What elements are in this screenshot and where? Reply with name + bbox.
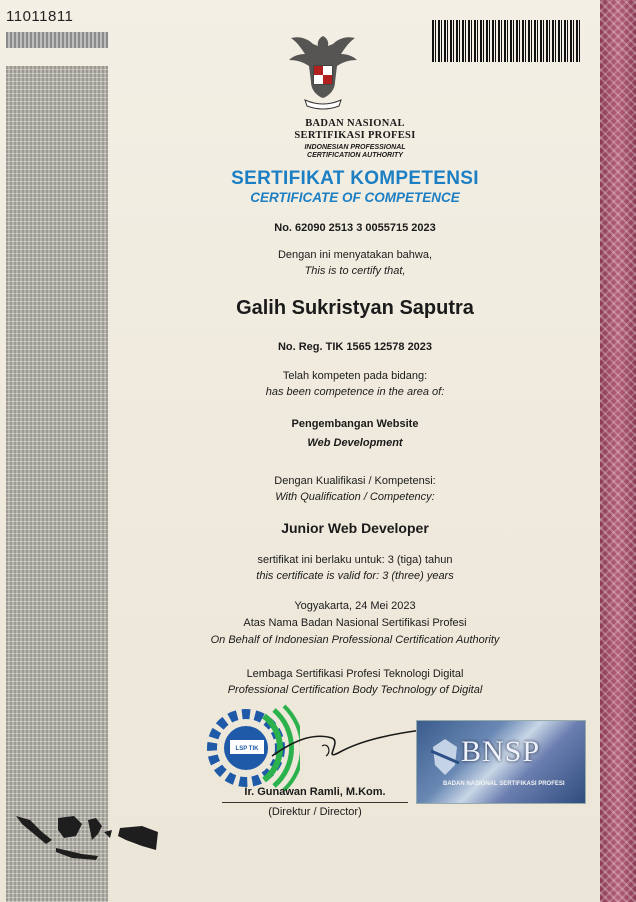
garuda-emblem-icon — [283, 28, 363, 114]
bnsp-hologram — [416, 720, 586, 804]
indonesia-map-icon — [12, 810, 162, 872]
certification-body-id: Lembaga Sertifikasi Profesi Teknologi Digital — [246, 668, 464, 680]
declare-id: Dengan ini menyatakan bahwa, — [277, 249, 433, 261]
qualification-label-id: Dengan Kualifikasi / Kompetensi: — [274, 475, 436, 487]
behalf-id: Atas Nama Badan Nasional Sertifikasi Profesi — [243, 617, 467, 629]
lsp-logo-text: LSP TIK — [235, 746, 259, 752]
signer-title: (Direktur / Director) — [268, 806, 362, 818]
security-pattern-strip — [6, 66, 108, 902]
behalf-en: On Behalf of Indonesian Professional Certification Authority — [210, 634, 500, 646]
bnsp-logo-text: BNSP — [461, 735, 541, 768]
security-strip-top — [6, 32, 108, 48]
registration-number: No. Reg. TIK 1565 12578 2023 — [277, 341, 433, 353]
competent-id: Telah kompeten pada bidang: — [282, 370, 428, 382]
qualification-label-en: With Qualification / Competency: — [275, 491, 435, 503]
agency-line2: SERTIFIKASI PROFESI — [294, 130, 416, 141]
field-en: Web Development — [307, 437, 403, 449]
place-date: Yogyakarta, 24 Mei 2023 — [294, 600, 416, 612]
holder-name: Galih Sukristyan Saputra — [236, 297, 474, 319]
barcode — [432, 20, 582, 62]
qualification: Junior Web Developer — [281, 520, 429, 536]
competent-en: has been competence in the area of: — [265, 386, 445, 398]
validity-id: sertifikat ini berlaku untuk: 3 (tiga) tahun — [257, 554, 453, 566]
certification-body-en: Professional Certification Body Technology of Digital — [227, 684, 483, 696]
serial-number: 11011811 — [6, 8, 74, 25]
field-id: Pengembangan Website — [291, 418, 419, 430]
agency-line3: INDONESIAN PROFESSIONAL — [304, 144, 406, 151]
certificate-number: No. 62090 2513 3 0055715 2023 — [274, 222, 436, 234]
certificate-subtitle: CERTIFICATE OF COMPETENCE — [250, 190, 460, 205]
certificate-title: SERTIFIKAT KOMPETENSI — [231, 168, 479, 189]
bnsp-emblem-icon — [427, 737, 463, 777]
signature-icon — [262, 712, 432, 772]
agency-name-id — [110, 118, 600, 142]
signer-name: Ir. Gunawan Ramli, M.Kom. — [244, 786, 386, 798]
bnsp-subtitle: BADAN NASIONAL SERTIFIKASI PROFESI — [443, 781, 565, 787]
declare-en: This is to certify that, — [304, 265, 406, 277]
signature-line — [222, 802, 408, 803]
agency-line1: BADAN NASIONAL — [305, 118, 405, 129]
agency-name-en — [110, 144, 600, 160]
decorative-border — [600, 0, 636, 902]
validity-en: this certificate is valid for: 3 (three) years — [256, 570, 454, 582]
agency-line4: CERTIFICATION AUTHORITY — [307, 152, 403, 159]
